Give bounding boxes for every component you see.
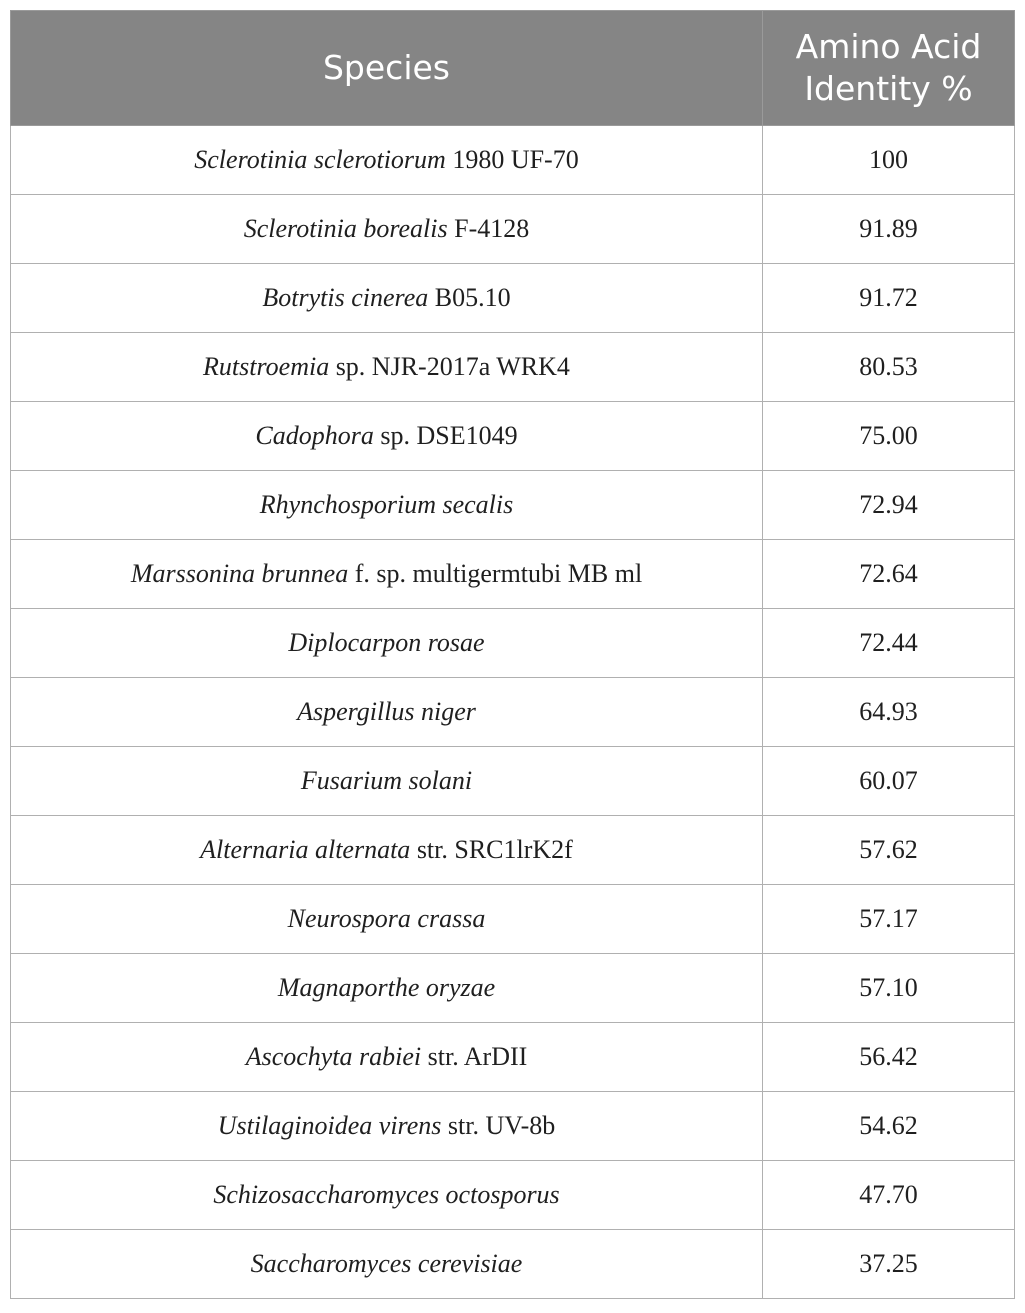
species-cell bbox=[11, 471, 763, 540]
species-name-italic: Neurospora crassa bbox=[287, 904, 486, 933]
species-cell bbox=[11, 954, 763, 1023]
identity-cell: 57.10 bbox=[763, 954, 1015, 1023]
identity-cell: 57.62 bbox=[763, 816, 1015, 885]
species-name-italic: Fusarium solani bbox=[300, 766, 473, 795]
table-row bbox=[11, 471, 1015, 540]
species-name-italic: Rutstroemia bbox=[203, 352, 330, 381]
species-cell bbox=[11, 540, 763, 609]
identity-table bbox=[10, 10, 1015, 1299]
table-row bbox=[11, 333, 1015, 402]
species-cell bbox=[11, 609, 763, 678]
species-name-italic: Rhynchosporium secalis bbox=[259, 490, 514, 519]
identity-cell: 75.00 bbox=[763, 402, 1015, 471]
identity-header-line-2: Identity % bbox=[804, 69, 973, 108]
identity-cell: 91.89 bbox=[763, 195, 1015, 264]
identity-cell: 72.94 bbox=[763, 471, 1015, 540]
species-name-italic: Marssonina brunnea bbox=[130, 559, 349, 588]
species-name-italic: Sclerotinia borealis bbox=[243, 214, 448, 243]
table-row bbox=[11, 540, 1015, 609]
species-name-suffix: 1980 UF-70 bbox=[445, 145, 579, 174]
species-name-suffix: str. SRC1lrK2f bbox=[410, 835, 573, 864]
species-name-italic: Sclerotinia sclerotiorum bbox=[194, 145, 446, 174]
header-row bbox=[11, 11, 1015, 126]
species-cell bbox=[11, 1023, 763, 1092]
species-name-suffix: str. UV-8b bbox=[441, 1111, 556, 1140]
species-name-suffix: str. ArDII bbox=[421, 1042, 528, 1071]
species-name-suffix: sp. DSE1049 bbox=[373, 421, 518, 450]
table-row bbox=[11, 885, 1015, 954]
species-name-italic: Cadophora bbox=[255, 421, 374, 450]
species-name-suffix: F-4128 bbox=[447, 214, 530, 243]
species-name-italic: Saccharomyces cerevisiae bbox=[250, 1249, 523, 1278]
table-row bbox=[11, 678, 1015, 747]
species-cell bbox=[11, 333, 763, 402]
identity-cell: 80.53 bbox=[763, 333, 1015, 402]
table-row bbox=[11, 264, 1015, 333]
table-row bbox=[11, 954, 1015, 1023]
species-name-italic: Magnaporthe oryzae bbox=[277, 973, 496, 1002]
species-cell bbox=[11, 1230, 763, 1299]
table-row bbox=[11, 402, 1015, 471]
identity-cell: 60.07 bbox=[763, 747, 1015, 816]
species-cell bbox=[11, 816, 763, 885]
species-name-italic: Ascochyta rabiei bbox=[245, 1042, 422, 1071]
species-cell bbox=[11, 195, 763, 264]
table-row bbox=[11, 195, 1015, 264]
table-row bbox=[11, 1230, 1015, 1299]
species-name-italic: Botrytis cinerea bbox=[262, 283, 429, 312]
identity-cell: 72.64 bbox=[763, 540, 1015, 609]
species-name-suffix: sp. NJR-2017a WRK4 bbox=[329, 352, 570, 381]
species-column-header: Species bbox=[11, 11, 763, 126]
identity-cell: 54.62 bbox=[763, 1092, 1015, 1161]
species-cell bbox=[11, 747, 763, 816]
table-row bbox=[11, 126, 1015, 195]
species-cell bbox=[11, 1092, 763, 1161]
table-row bbox=[11, 816, 1015, 885]
species-cell bbox=[11, 264, 763, 333]
identity-cell: 100 bbox=[763, 126, 1015, 195]
species-cell bbox=[11, 885, 763, 954]
identity-cell: 56.42 bbox=[763, 1023, 1015, 1092]
species-name-suffix: B05.10 bbox=[428, 283, 511, 312]
identity-cell: 64.93 bbox=[763, 678, 1015, 747]
species-cell bbox=[11, 402, 763, 471]
table-row bbox=[11, 1023, 1015, 1092]
species-name-italic: Aspergillus niger bbox=[297, 697, 476, 726]
identity-cell: 72.44 bbox=[763, 609, 1015, 678]
species-name-italic: Diplocarpon rosae bbox=[288, 628, 485, 657]
identity-cell: 57.17 bbox=[763, 885, 1015, 954]
identity-cell: 47.70 bbox=[763, 1161, 1015, 1230]
species-name-italic: Schizosaccharomyces octosporus bbox=[213, 1180, 560, 1209]
identity-cell: 37.25 bbox=[763, 1230, 1015, 1299]
species-cell bbox=[11, 126, 763, 195]
table-row bbox=[11, 609, 1015, 678]
table-row bbox=[11, 747, 1015, 816]
species-name-suffix: f. sp. multigermtubi MB ml bbox=[348, 559, 643, 588]
identity-cell: 91.72 bbox=[763, 264, 1015, 333]
species-cell bbox=[11, 678, 763, 747]
identity-column-header bbox=[763, 11, 1015, 126]
species-name-italic: Alternaria alternata bbox=[200, 835, 411, 864]
identity-header-line-1: Amino Acid bbox=[795, 27, 982, 66]
table-row bbox=[11, 1092, 1015, 1161]
species-name-italic: Ustilaginoidea virens bbox=[217, 1111, 442, 1140]
table-row bbox=[11, 1161, 1015, 1230]
species-cell bbox=[11, 1161, 763, 1230]
